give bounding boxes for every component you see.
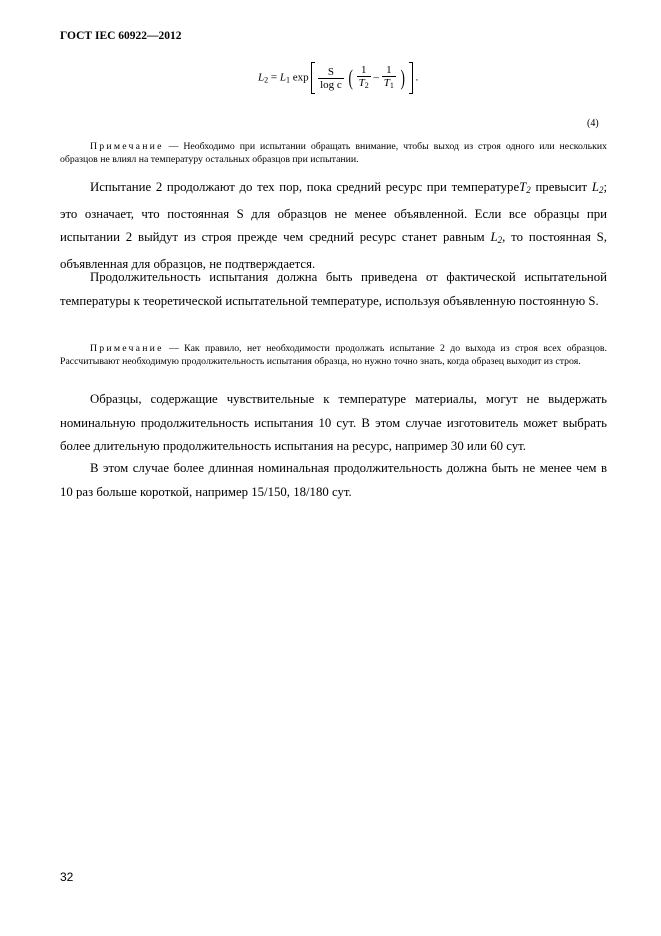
formula-t1-sub: 1 xyxy=(389,81,394,90)
formula-frac-den: log c xyxy=(320,78,342,91)
paragraph-1-part-b: превысит xyxy=(530,180,592,194)
formula-t2: T xyxy=(358,77,365,89)
formula-eq: = xyxy=(268,71,280,84)
document-header: ГОСТ IEC 60922—2012 xyxy=(60,30,182,42)
formula-exp: exp xyxy=(292,71,309,84)
paragraph-1-t-sub: 2 xyxy=(526,185,531,195)
equation-number: (4) xyxy=(587,118,599,129)
page-number: 32 xyxy=(60,870,74,884)
paragraph-3: Образцы, содержащие чувствительные к температуре материалы, могут не выдержать номинальную продолжительность испытания 10 сут. В этом случае изготовитель может выбрать более длительную продолжительность испытания на ресурс, например 30 или 60 сут. xyxy=(60,392,607,453)
paragraph-2: Продолжительность испытания должна быть приведена от фактической испытательной температуры к теоретической испытательной температуре, используя объявленную постоянную S. xyxy=(60,270,607,308)
formula-one-a: 1 xyxy=(357,64,371,77)
paragraph-1-t: T xyxy=(519,180,527,194)
paragraph-1-part-d: , то постоянная S, объявленная для образцов, не подтверждается. xyxy=(60,230,607,271)
paragraph-1 xyxy=(60,176,607,276)
formula-4 xyxy=(258,62,428,102)
formula-left-bracket xyxy=(311,62,315,94)
formula-t2-sub: 2 xyxy=(364,81,369,90)
formula-tail: . xyxy=(415,71,419,84)
formula-fraction-t1 xyxy=(382,64,396,92)
formula-one-b: 1 xyxy=(382,64,396,77)
paragraph-1-part-c: ; это означает, что постоянная S для образцов не менее объявленной. Если все образцы при испытании 2 выйдут из строя прежде чем средний ресурс станет равным xyxy=(60,180,607,244)
formula-lhs-sub: 2 xyxy=(264,75,269,85)
paragraph-1-l: L xyxy=(591,180,599,194)
note-1-text: — Необходимо при испытании обращать внимание, чтобы выход из строя одного или нескольких образцов не влиял на температуру остальных образцов при испытании. xyxy=(60,141,607,165)
note-1-label: Примечание xyxy=(90,141,164,152)
formula-fraction-s xyxy=(318,66,344,91)
formula-right-bracket xyxy=(409,62,413,94)
note-2-label: Примечание xyxy=(90,343,164,354)
formula-t1: T xyxy=(383,77,390,89)
note-2-text: — Как правило, нет необходимости продолжать испытание 2 до выхода из строя всех образцов. Рассчитывают необходимую продолжительность испытания образца, но нужно точно знать, когда образец выходит из строя. xyxy=(60,343,607,367)
paragraph-1-l2-sub: 2 xyxy=(497,235,503,245)
paragraph-1-l2: L xyxy=(490,230,498,244)
note-1 xyxy=(60,140,607,166)
formula-right-paren: ) xyxy=(400,65,405,90)
note-2 xyxy=(60,342,607,368)
paragraph-1-part-a: Испытание 2 продолжают до тех пор, пока средний ресурс при температуре xyxy=(90,180,520,194)
paragraph-4: В этом случае более длинная номинальная продолжительность должна быть не менее чем в 10 раз больше короткой, например 15/150, 18/180 сут. xyxy=(60,461,607,499)
formula-frac-num: S xyxy=(318,66,344,79)
formula-l1-sub: 1 xyxy=(285,75,290,85)
paragraph-1-l-sub: 2 xyxy=(598,185,604,195)
formula-lhs: L xyxy=(258,71,265,84)
formula-l1: L xyxy=(279,71,286,84)
formula-minus: – xyxy=(373,71,380,84)
formula-fraction-t2 xyxy=(357,64,371,92)
formula-left-paren: ( xyxy=(348,65,353,90)
